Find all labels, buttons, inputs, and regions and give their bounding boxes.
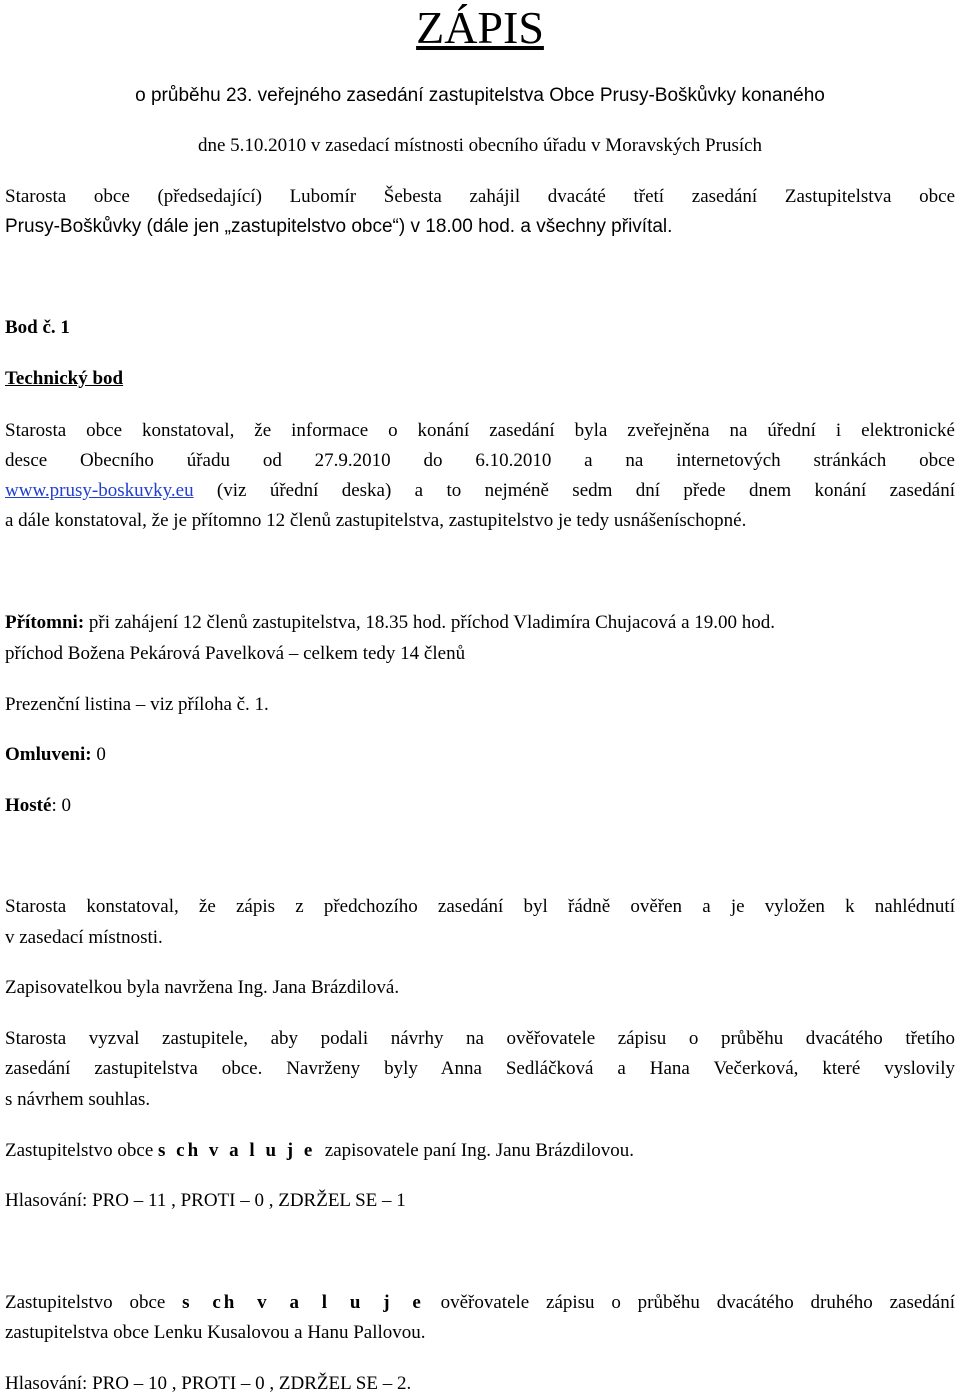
guests-line	[5, 794, 71, 818]
present-line-2: příchod Božena Pekárová Pavelková – celkem tedy 14 členů	[5, 643, 466, 664]
minutes-p3-line-1: Starosta vyzval zastupitele, aby podali návrhy na ověřovatele zápisu o průběhu dvacátého třetího	[5, 1028, 955, 1049]
minutes-p3-line-2: zasedání zastupitelstva obce. Navrženy byly Anna Sedláčková a Hana Večerková, které vyslovily	[5, 1058, 955, 1079]
website-link[interactable]: www.prusy-boskuvky.eu	[5, 480, 194, 501]
subtitle-line-2: dne 5.10.2010 v zasedací místnosti obecního úřadu v Moravských Prusích	[197, 135, 763, 156]
resolution2-vote: Hlasování: PRO – 10 , PROTI – 0 , ZDRŽEL SE – 2.	[5, 1373, 412, 1394]
bod1-line-2: desce Obecního úřadu od 27.9.2010 do 6.10.2010 a na internetových stránkách obce	[5, 450, 955, 471]
bod-number-text: Bod č. 1	[5, 317, 70, 338]
bod1-line-4: a dále konstatoval, že je přítomno 12 členů zastupitelstva, zastupitelstvo je tedy usnášeníschopné.	[5, 510, 747, 531]
presence-list: Prezenční listina – viz příloha č. 1.	[5, 694, 269, 715]
bod-number	[5, 316, 70, 340]
bod-heading-text: Technický bod	[5, 368, 124, 389]
minutes-p2: Zapisovatelkou byla navržena Ing. Jana Brázdilová.	[5, 977, 400, 998]
resolution2-suffix: ověřovatele zápisu o průběhu dvacátého druhého zasedání	[440, 1292, 956, 1313]
guests-value: : 0	[51, 795, 71, 816]
document-title: ZÁPIS	[416, 2, 544, 53]
guests-label: Hosté	[5, 795, 52, 816]
present-label: Přítomni:	[5, 612, 85, 633]
bod-heading	[5, 367, 123, 391]
intro-line-1: Starosta obce (předsedající) Lubomír Šebesta zahájil dvacáté třetí zasedání Zastupitelstva obce	[5, 186, 955, 207]
resolution1-line	[5, 1139, 634, 1163]
present-line-1	[5, 611, 775, 635]
present-text: při zahájení 12 členů zastupitelstva, 18.35 hod. příchod Vladimíra Chujacová a 19.00 hod.	[84, 612, 776, 633]
excused-label: Omluveni:	[5, 744, 92, 765]
resolution1-suffix: zapisovatele paní Ing. Janu Brázdilovou.	[315, 1140, 634, 1161]
minutes-p1-line-2: v zasedací místnosti.	[5, 927, 163, 948]
minutes-p1-line-1: Starosta konstatoval, že zápis z předchozího zasedání byl řádně ověřen a je vyložen k nahlédnutí	[5, 896, 955, 917]
bod1-line-1: Starosta obce konstatoval, že informace o konání zasedání byla zveřejněna na úřední i elektronické	[5, 420, 955, 441]
resolution2-line-2: zastupitelstva obce Lenku Kusalovou a Hanu Pallovou.	[5, 1322, 426, 1343]
resolution1-prefix: Zastupitelstvo obce	[5, 1140, 159, 1161]
resolution2-prefix: Zastupitelstvo obce	[5, 1292, 166, 1313]
resolution1-vote: Hlasování: PRO – 11 , PROTI – 0 , ZDRŽEL SE – 1	[5, 1190, 406, 1211]
excused-line	[5, 743, 106, 767]
subtitle-line-1: o průběhu 23. veřejného zasedání zastupitelstva Obce Prusy-Boškůvky konaného	[135, 85, 825, 106]
resolution2-line-1	[5, 1291, 955, 1315]
bod1-line-3	[5, 479, 955, 503]
bod1-line-3-rest: (viz úřední deska) a to nejméně sedm dní přede dnem konání zasedání	[193, 480, 955, 501]
excused-value: 0	[91, 744, 106, 765]
intro-line-2: Prusy-Boškůvky (dále jen „zastupitelstvo obce“) v 18.00 hod. a všechny přivítal.	[5, 216, 673, 237]
resolution2-verb: s ch v a l u j e	[182, 1292, 424, 1313]
resolution1-verb: s ch v a l u j e	[158, 1140, 316, 1161]
minutes-p3-line-3: s návrhem souhlas.	[5, 1089, 151, 1110]
